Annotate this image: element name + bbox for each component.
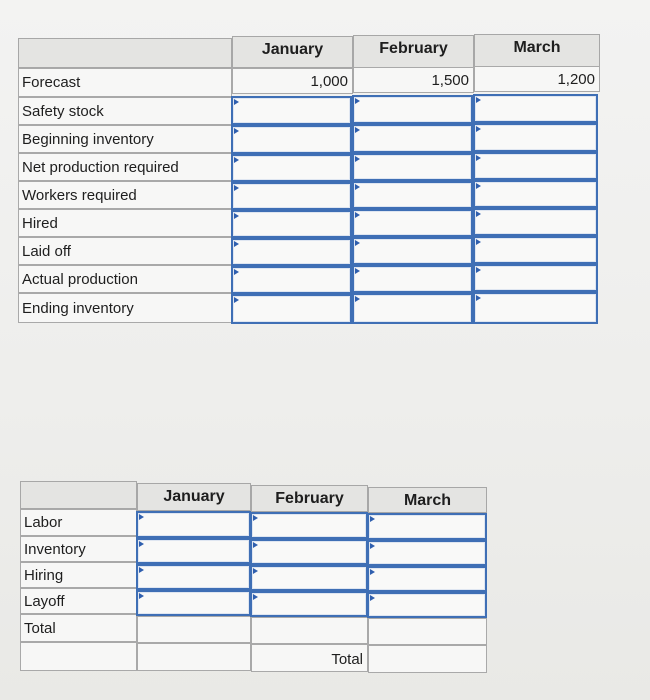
input-ending-inventory-march[interactable] xyxy=(473,292,598,324)
row-label-beginning-inventory: Beginning inventory xyxy=(18,125,232,153)
input-inventory-january[interactable] xyxy=(136,538,251,564)
input-labor-february[interactable] xyxy=(250,512,368,539)
input-actual-production-january[interactable] xyxy=(231,266,352,294)
input-beginning-inventory-february[interactable] xyxy=(352,124,473,153)
row-label-actual-production: Actual production xyxy=(18,265,232,293)
row-label-blank xyxy=(20,642,137,671)
input-actual-production-february[interactable] xyxy=(352,265,473,293)
forecast-february: 1,500 xyxy=(353,67,474,93)
input-hired-march[interactable] xyxy=(473,208,598,236)
input-beginning-inventory-march[interactable] xyxy=(473,123,598,152)
input-ending-inventory-february[interactable] xyxy=(352,293,473,324)
input-beginning-inventory-january[interactable] xyxy=(231,125,352,154)
row-label-safety-stock: Safety stock xyxy=(18,97,232,125)
input-workers-required-january[interactable] xyxy=(231,182,352,210)
row-label-labor: Labor xyxy=(20,509,137,536)
row-label-inventory: Inventory xyxy=(20,536,137,562)
row-label-workers-required: Workers required xyxy=(18,181,232,209)
total-march xyxy=(368,618,487,645)
forecast-march: 1,200 xyxy=(474,66,600,92)
input-layoff-january[interactable] xyxy=(136,590,251,616)
forecast-january: 1,000 xyxy=(232,68,353,94)
grand-total-label: Total xyxy=(251,644,368,672)
row-label-hiring: Hiring xyxy=(20,562,137,588)
input-inventory-february[interactable] xyxy=(250,539,368,565)
row-label-laid-off: Laid off xyxy=(18,237,232,265)
input-laid-off-january[interactable] xyxy=(231,238,352,266)
table2-header-march: March xyxy=(368,487,487,513)
input-layoff-february[interactable] xyxy=(250,591,368,617)
table1-header-blank xyxy=(18,38,232,68)
row-label-forecast: Forecast xyxy=(18,68,232,97)
blank-january xyxy=(137,643,251,671)
input-ending-inventory-january[interactable] xyxy=(231,294,352,324)
row-label-hired: Hired xyxy=(18,209,232,237)
input-safety-stock-march[interactable] xyxy=(473,94,598,123)
input-net-production-february[interactable] xyxy=(352,153,473,181)
input-safety-stock-february[interactable] xyxy=(352,95,473,124)
row-label-total: Total xyxy=(20,614,137,642)
input-laid-off-february[interactable] xyxy=(352,237,473,265)
input-safety-stock-january[interactable] xyxy=(231,96,352,125)
grand-total-value[interactable] xyxy=(368,645,487,673)
input-inventory-march[interactable] xyxy=(367,540,487,566)
table1-header-march: March xyxy=(474,34,600,68)
total-february xyxy=(251,617,368,644)
input-hiring-february[interactable] xyxy=(250,565,368,591)
input-hired-january[interactable] xyxy=(231,210,352,238)
input-hired-february[interactable] xyxy=(352,209,473,237)
total-january xyxy=(137,616,251,643)
table2-header-february: February xyxy=(251,485,368,512)
table2-header-january: January xyxy=(137,483,251,511)
input-workers-required-february[interactable] xyxy=(352,181,473,209)
table2-header-blank xyxy=(20,481,137,509)
row-label-layoff: Layoff xyxy=(20,588,137,614)
input-layoff-march[interactable] xyxy=(367,592,487,618)
row-label-ending-inventory: Ending inventory xyxy=(18,293,232,323)
input-laid-off-march[interactable] xyxy=(473,236,598,264)
input-hiring-january[interactable] xyxy=(136,564,251,590)
input-actual-production-march[interactable] xyxy=(473,264,598,292)
input-net-production-january[interactable] xyxy=(231,154,352,182)
input-net-production-march[interactable] xyxy=(473,152,598,180)
table1-header-january: January xyxy=(232,36,353,68)
table1-header-february: February xyxy=(353,35,474,68)
input-labor-march[interactable] xyxy=(367,513,487,540)
input-labor-january[interactable] xyxy=(136,511,251,538)
row-label-net-production-required: Net production required xyxy=(18,153,232,181)
input-hiring-march[interactable] xyxy=(367,566,487,592)
input-workers-required-march[interactable] xyxy=(473,180,598,208)
